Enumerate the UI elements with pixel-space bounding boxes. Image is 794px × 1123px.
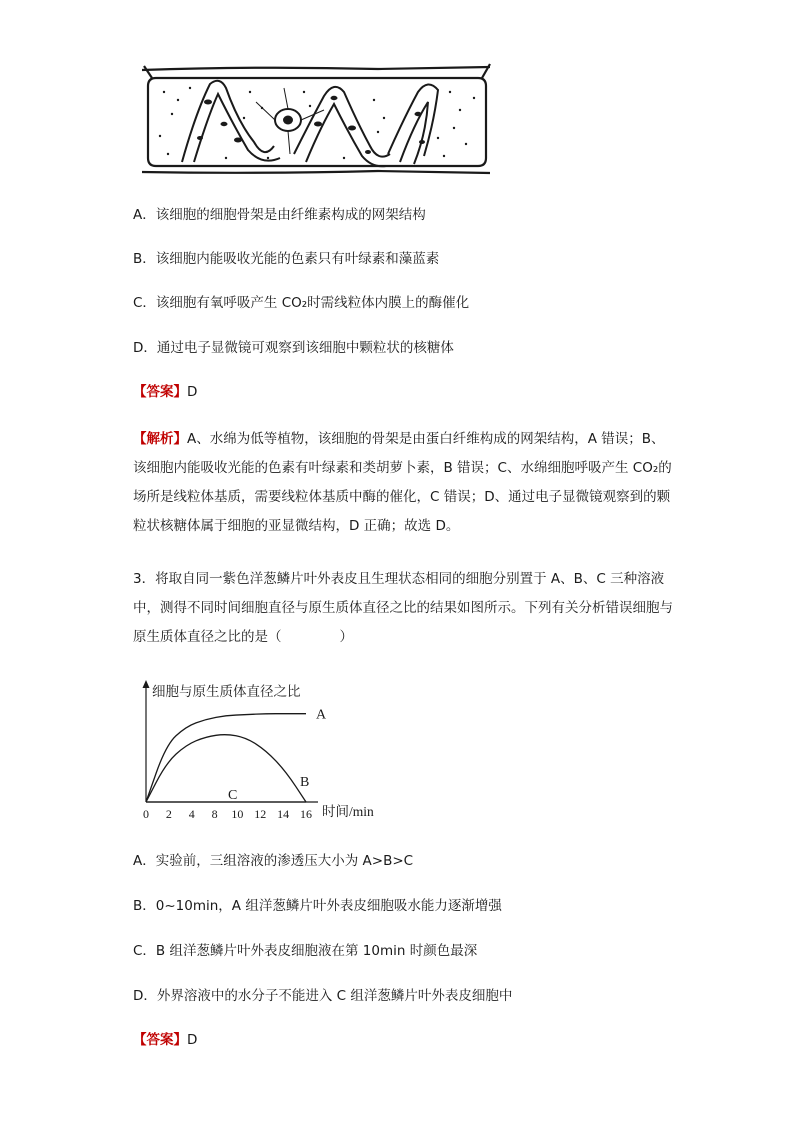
x-tick-label: 12 xyxy=(254,807,267,821)
series-line-A xyxy=(146,714,306,802)
q2-option-a: A．该细胞的细胞骨架是由纤维素构成的网架结构 xyxy=(133,207,426,223)
q3-stem-close: ） xyxy=(339,629,353,645)
series-line-B xyxy=(146,735,306,802)
cell-illustration xyxy=(138,62,498,178)
answer-tag: 【答案】 xyxy=(133,1032,187,1048)
q3-stem xyxy=(133,565,673,652)
series-label-A: A xyxy=(316,707,327,723)
answer-tag: 【答案】 xyxy=(133,384,187,400)
series-label-C: C xyxy=(228,788,238,803)
x-tick-label: 16 xyxy=(300,807,312,821)
q2-analysis xyxy=(133,425,673,541)
q3-option-c: C．B 组洋葱鳞片叶外表皮细胞液在第 10min 时颜色最深 xyxy=(133,943,478,959)
answer-value: D xyxy=(187,1032,198,1048)
x-tick-label: 8 xyxy=(211,807,218,821)
q3-answer xyxy=(133,1030,197,1050)
x-tick-label: 0 xyxy=(143,807,149,821)
q3-option-d: D．外界溶液中的水分子不能进入 C 组洋葱鳞片叶外表皮细胞中 xyxy=(133,988,513,1004)
analysis-text: A、水绵为低等植物，该细胞的骨架是由蛋白纤维构成的网架结构，A 错误；B、该细胞内能吸收光能的色素有叶绿素和类胡萝卜素，B 错误；C、水绵细胞呼吸产生 CO₂的场所是线粒体基质，需要线粒体基质中酶的催化，C 错误；D、通过电子显微镜观察到的颗粒状核糖体属于细胞的亚显微结构，D 正确；故选 D。 xyxy=(133,431,672,534)
q3-option-a: A．实验前，三组溶液的渗透压大小为 A>B>C xyxy=(133,853,414,869)
x-tick-label: 10 xyxy=(231,807,244,821)
q2-answer xyxy=(133,382,197,402)
y-axis-arrow xyxy=(143,680,150,688)
x-tick-label: 14 xyxy=(277,807,290,821)
q2-option-d: D．通过电子显微镜可观察到该细胞中颗粒状的核糖体 xyxy=(133,340,454,356)
analysis-tag: 【解析】 xyxy=(133,431,187,447)
q2-option-b: B．该细胞内能吸收光能的色素只有叶绿素和藻蓝素 xyxy=(133,251,440,267)
q2-option-c: C．该细胞有氧呼吸产生 CO₂时需线粒体内膜上的酶催化 xyxy=(133,295,470,311)
q3-stem-text: 3．将取自同一紫色洋葱鳞片叶外表皮且生理状态相同的细胞分别置于 A、B、C 三种溶液中，测得不同时间细胞直径与原生质体直径之比的结果如图所示。下列有关分析错误细胞与原生质体直径之比的是（ xyxy=(133,571,673,645)
answer-value: D xyxy=(187,384,198,400)
y-axis-label: 细胞与原生质体直径之比 xyxy=(152,684,301,699)
x-tick-label: 4 xyxy=(188,807,195,821)
x-axis-label: 时间/min xyxy=(322,804,374,819)
q3-option-b: B．0~10min，A 组洋葱鳞片叶外表皮细胞吸水能力逐渐增强 xyxy=(133,898,502,914)
diameter-ratio-chart xyxy=(130,676,390,824)
series-label-B: B xyxy=(300,775,310,790)
x-tick-label: 2 xyxy=(165,807,172,821)
